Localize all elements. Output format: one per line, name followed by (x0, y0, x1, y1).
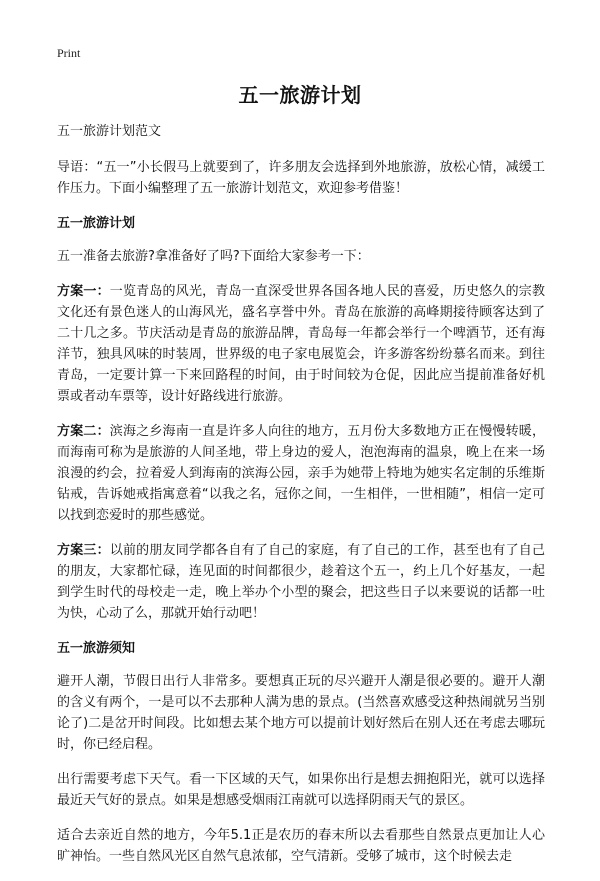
option-label: 方案三： (57, 543, 110, 558)
section-heading-plan: 五一旅游计划 (57, 216, 136, 231)
paragraph-text: 五一准备去旅游?拿准备好了吗?下面给大家参考一下： (57, 249, 370, 264)
plan-option-2 (57, 421, 545, 526)
plan-option-3 (57, 540, 545, 624)
notes-paragraph-3 (57, 825, 545, 867)
print-link[interactable]: Print (57, 46, 81, 60)
plan-lead-paragraph (57, 246, 545, 267)
paragraph-text: 出行需要考虑下天气。看一下区域的天气，如果你出行是想去拥抱阳光，就可以选择最近天气好的景点。如果是想感受烟雨江南就可以选择阴雨天气的景区。 (57, 772, 545, 808)
notes-paragraph-1 (57, 671, 545, 755)
document-title: 五一旅游计划 (238, 83, 362, 107)
plan-option-1 (57, 281, 545, 407)
document-body (57, 121, 545, 881)
option-text: 一览青岛的风光，青岛一直深受世界各国各地人民的喜爱，历史悠久的宗教文化还有景色迷人的山海风光，盛名享誉中外。青岛在旅游的高峰期接待顾客达到了二十几之多。节庆活动是青岛的旅游品牌，青岛每一年都会举行一个啤酒节，还有海洋节，独具风味的时装周，世界级的电子家电展览会，许多游客纷纷慕名而来。到往青岛，一定要计算一下来回路程的时间，由于时间较为仓促，因此应当提前准备好机票或者动车票等，设计好路线进行旅游。 (57, 284, 545, 404)
notes-paragraph-2 (57, 769, 545, 811)
option-label: 方案一： (57, 284, 110, 299)
paragraph-text: 适合去亲近自然的地方，今年5.1正是农历的春末所以去看那些自然景点更加让人心旷神怡。一些自然风光区自然气息浓郁，空气清新。受够了城市，这个时候去走 (57, 828, 545, 864)
intro-paragraph: 导语：“五一”小长假马上就要到了，许多朋友会选择到外地旅游，放松心情，减缓工作压力。下面小编整理了五一旅游计划范文，欢迎参考借鉴！ (57, 160, 545, 196)
paragraph-text: 避开人潮，节假日出行人非常多。要想真正玩的尽兴避开人潮是很必要的。避开人潮的含义有两个，一是可以不去那种人满为患的景点。(当然喜欢感受这种热闹就另当别论了)二是岔开时间段。比如想去某个地方可以提前计划好然后在别人还在考虑去哪玩时，你已经启程。 (57, 674, 545, 752)
section-heading-notes: 五一旅游须知 (57, 641, 136, 656)
option-text: 以前的朋友同学都各自有了自己的家庭，有了自己的工作，甚至也有了自己的朋友，大家都忙碌，连见面的时间都很少，趁着这个五一，约上几个好基友，一起到学生时代的母校走一走，晚上举办个小型的聚会，把这些日子以来要说的话都一吐为快，心动了么，那就开始行动吧！ (57, 543, 545, 621)
option-text: 滨海之乡海南一直是许多人向往的地方，五月份大多数地方正在慢慢转暖，而海南可称为是旅游的人间圣地，带上身边的爱人，泡泡海南的温泉，晚上在来一场浪漫的约会，拉着爱人到海南的滨海公园，亲手为她带上特地为她实名定制的乐维斯钻戒，告诉她戒指寓意着“以我之名，冠你之间，一生相伴，一世相随”，相信一定可以找到恋爱时的那些感觉。 (57, 424, 545, 523)
option-label: 方案二： (57, 424, 110, 439)
document-subtitle: 五一旅游计划范文 (57, 124, 162, 139)
